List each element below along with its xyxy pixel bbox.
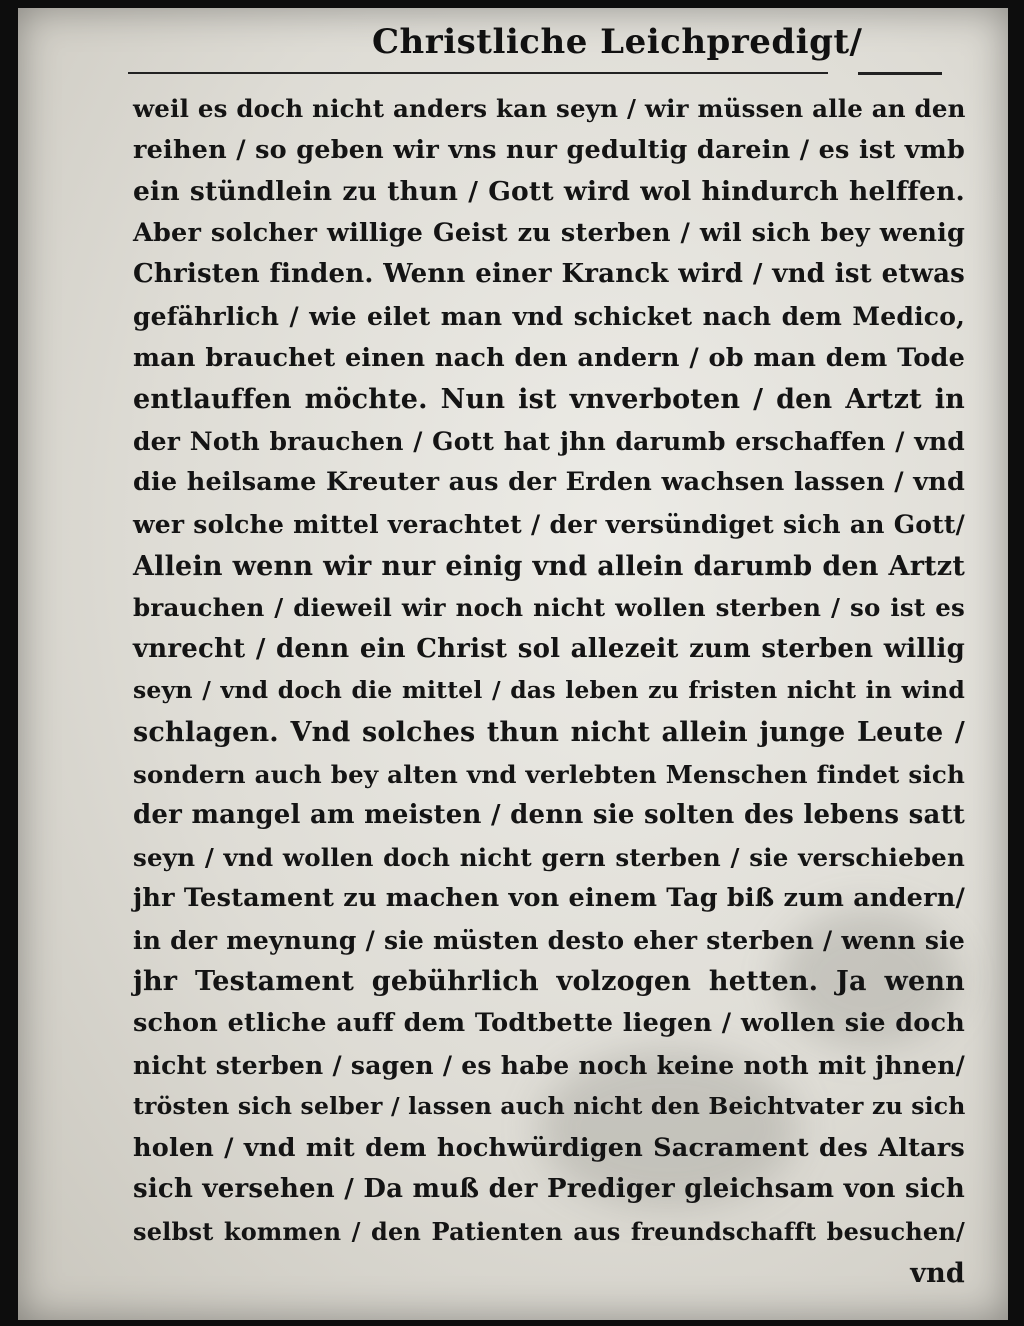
text-line: seyn / vnd wollen doch nicht gern sterben / sie verschieben <box>133 842 965 872</box>
text-line: holen / vnd mit dem hochwürdigen Sacrament des Altars <box>133 1132 965 1163</box>
text-line: ein stündlein zu thun / Gott wird wol hindurch helffen. <box>133 176 965 208</box>
catchword: vnd <box>910 1257 965 1289</box>
text-line: man brauchet einen nach den andern / ob man dem Tode <box>133 342 965 373</box>
text-line: jhr Testament zu machen von einem Tag biß zum andern/ <box>133 883 965 914</box>
running-header: Christliche Leichpredigt/ <box>372 22 863 62</box>
text-line: gefährlich / wie eilet man vnd schicket nach dem Medico, <box>133 301 965 331</box>
text-line: sich versehen / Da muß der Prediger gleichsam von sich <box>133 1174 965 1205</box>
header-rule-right <box>858 72 942 75</box>
text-line: schon etliche auff dem Todtbette liegen / wollen sie doch <box>133 1008 965 1039</box>
text-line: Christen finden. Wenn einer Kranck wird / vnd ist etwas <box>133 259 965 290</box>
text-line: wer solche mittel verachtet / der versündiget sich an Gott/ <box>133 509 965 539</box>
text-line: trösten sich selber / lassen auch nicht den Beichtvater zu sich <box>133 1092 966 1121</box>
text-line: seyn / vnd doch die mittel / das leben zu fristen nicht in wind <box>133 676 965 705</box>
body-text <box>133 88 965 1294</box>
text-line: der mangel am meisten / denn sie solten des lebens satt <box>133 800 965 831</box>
text-line: Aber solcher willige Geist zu sterben / wil sich bey wenig <box>133 217 965 248</box>
header-rule <box>128 72 828 74</box>
text-line: jhr Testament gebührlich volzogen hetten. Ja wenn <box>133 966 965 998</box>
text-line: selbst kommen / den Patienten aus freundschafft besuchen/ <box>133 1217 965 1247</box>
text-line: in der meynung / sie müsten desto eher sterben / wenn sie <box>133 925 965 955</box>
text-line: reihen / so geben wir vns nur gedultig darein / es ist vmb <box>133 134 965 165</box>
text-line: der Noth brauchen / Gott hat jhn darumb erschaffen / vnd <box>133 426 965 456</box>
text-line: die heilsame Kreuter aus der Erden wachsen lassen / vnd <box>133 467 965 498</box>
text-line: schlagen. Vnd solches thun nicht allein junge Leute / <box>133 716 965 748</box>
text-line: weil es doch nicht anders kan seyn / wir müssen alle an den <box>133 94 966 123</box>
text-line: brauchen / dieweil wir noch nicht wollen sterben / so ist es <box>133 593 965 623</box>
text-line: Allein wenn wir nur einig vnd allein darumb den Artzt <box>133 550 965 582</box>
text-line: vnrecht / denn ein Christ sol allezeit zum sterben willig <box>133 633 965 664</box>
text-line: nicht sterben / sagen / es habe noch keine noth mit jhnen/ <box>133 1050 965 1080</box>
text-line: entlauffen möchte. Nun ist vnverboten / den Artzt in <box>133 384 965 416</box>
text-line: sondern auch bey alten vnd verlebten Menschen findet sich <box>133 759 965 789</box>
